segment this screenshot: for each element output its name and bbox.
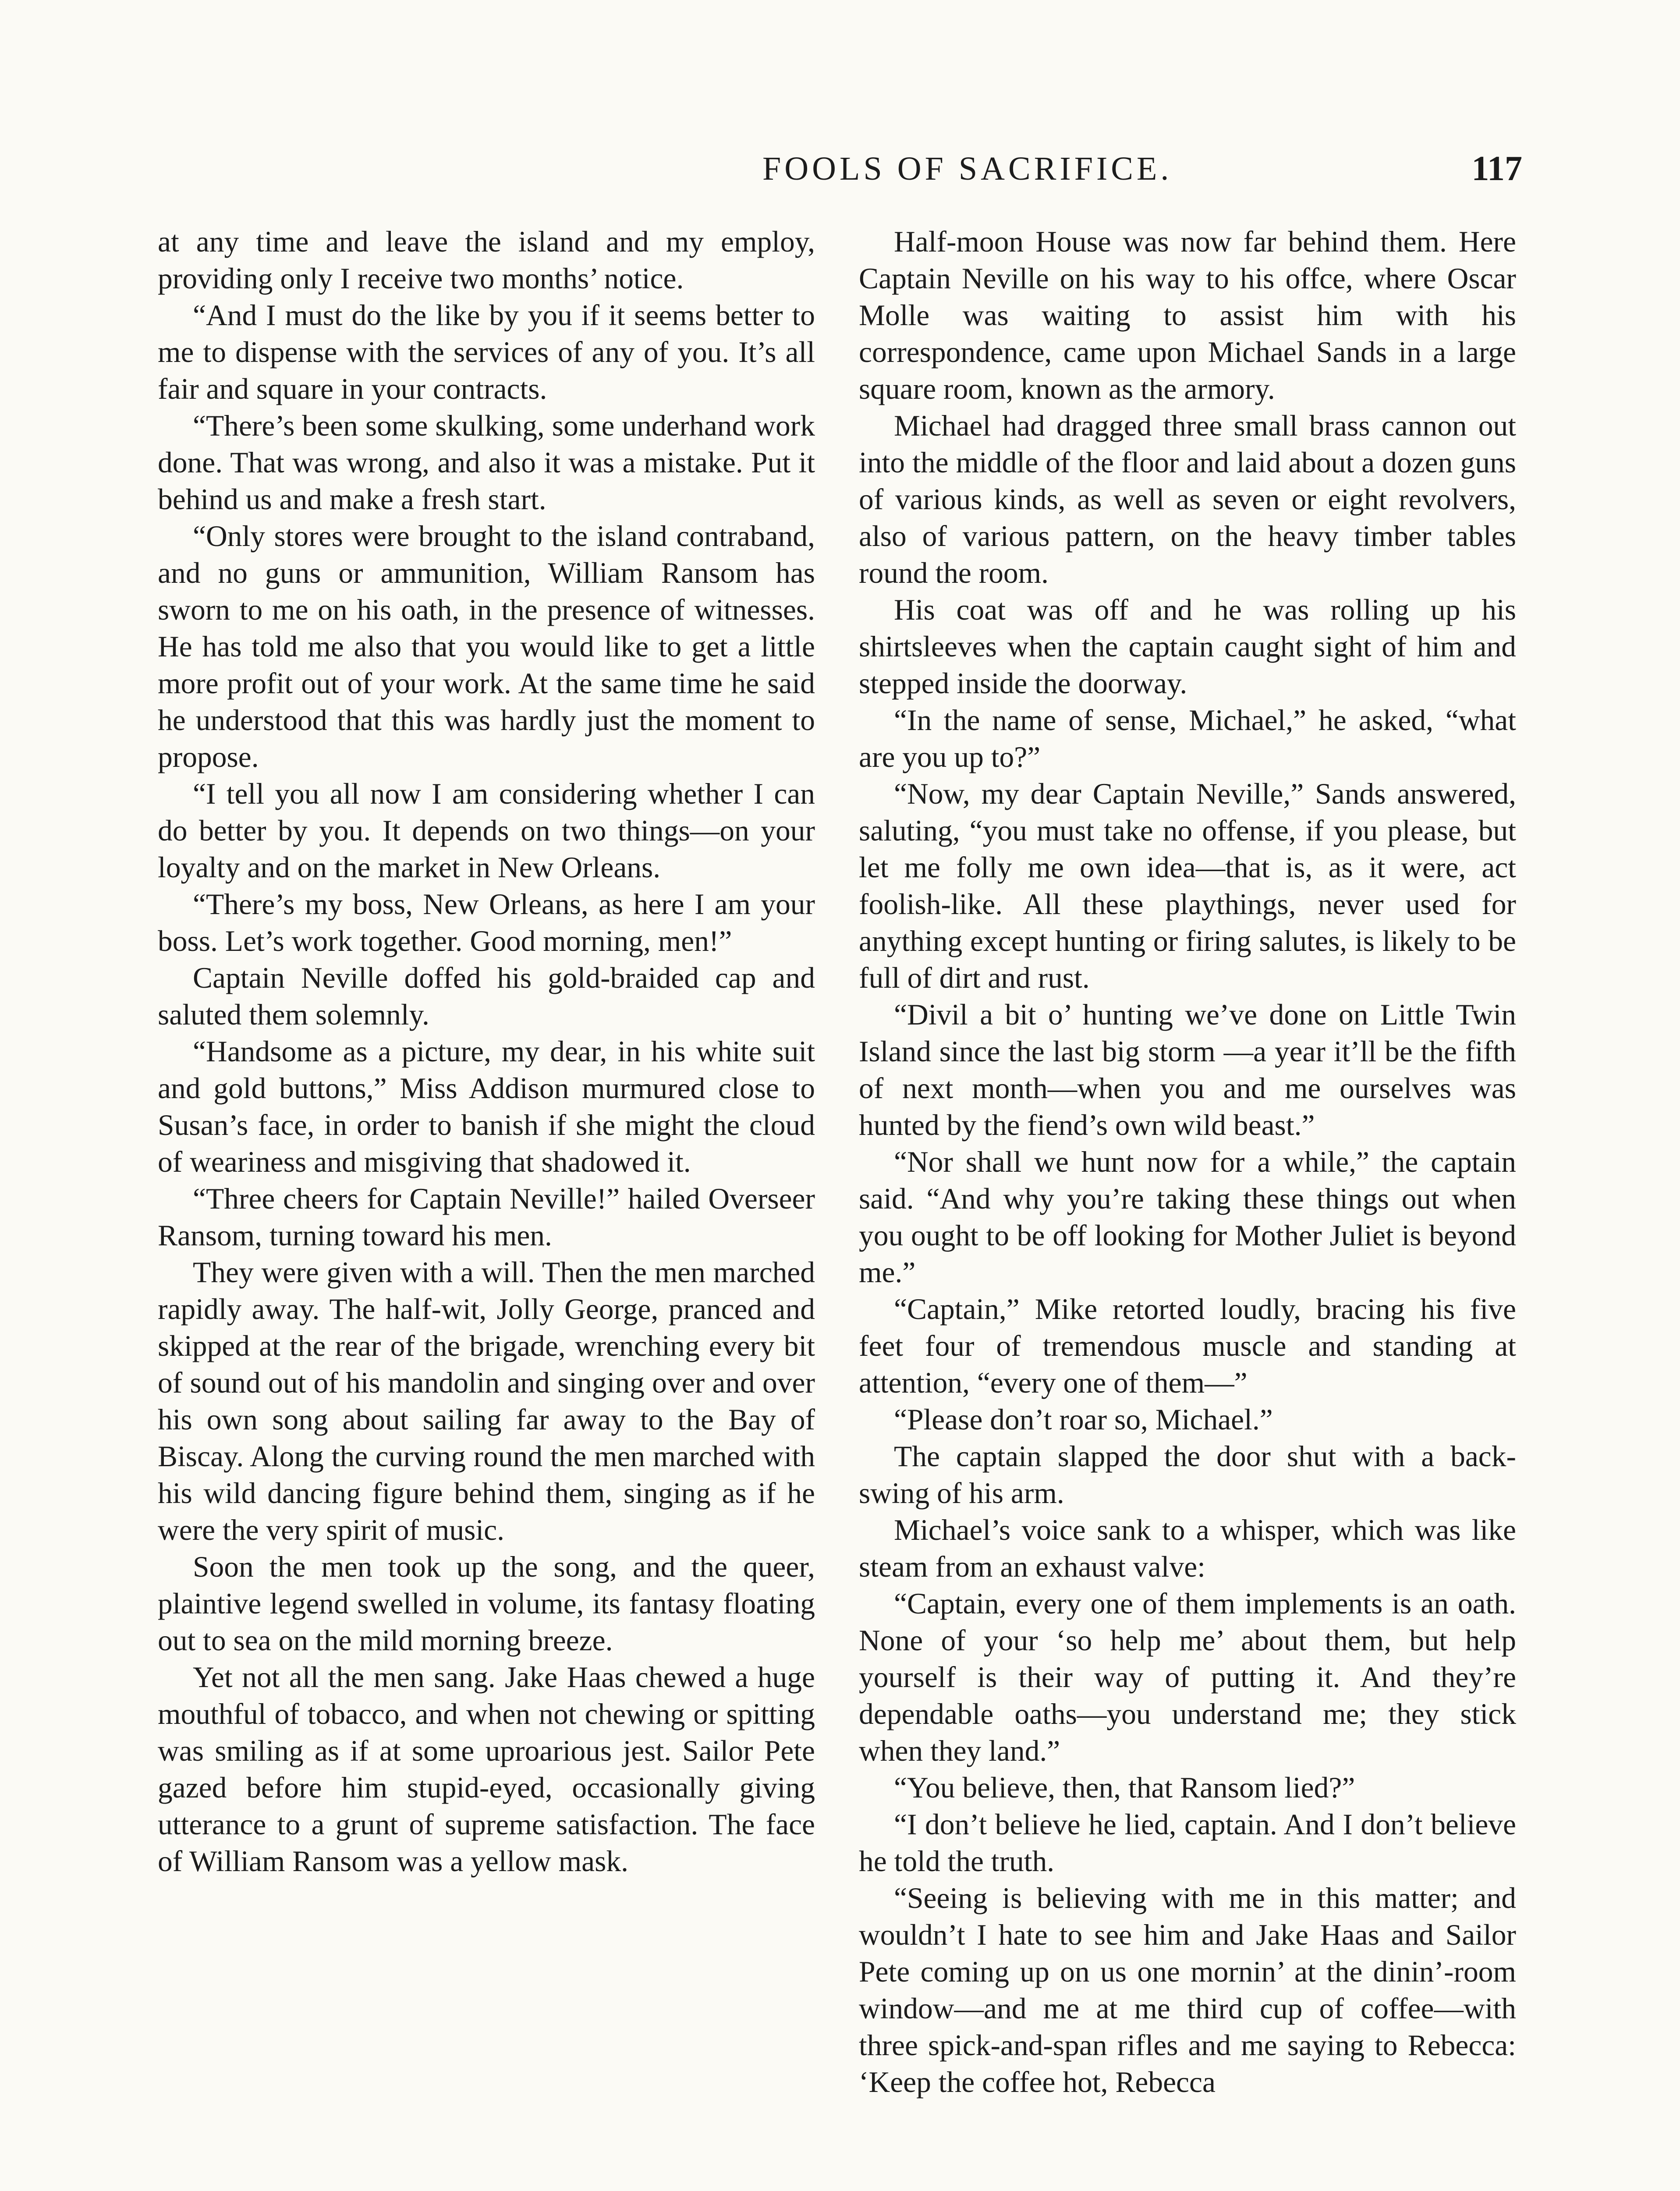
paragraph: Yet not all the men sang. Jake Haas chewed a huge mouthful of tobacco, and when not chewing or spitting was smiling as if at some uproarious jest. Sailor Pete gazed before him stupid-eyed, occasionally giving utterance to a grunt of supreme satisfaction. The face of William Ransom was a yellow mask. <box>158 1661 815 1878</box>
paragraph: “Three cheers for Captain Neville!” hailed Overseer Ransom, turning toward his men. <box>158 1182 815 1252</box>
paragraph: “Captain,” Mike retorted loudly, bracing his five feet four of tremendous muscle and standing at attention, “every one of them—” <box>859 1293 1516 1399</box>
paragraph: “Captain, every one of them implements is an oath. None of your ‘so help me’ about them, but help yourself is their way of putting it. And they’re dependable oaths—you understand me; they stick when they land.” <box>859 1587 1516 1767</box>
paragraph: Michael’s voice sank to a whisper, which was like steam from an exhaust valve: <box>859 1514 1516 1583</box>
paragraph: at any time and leave the island and my employ, providing only I receive two months’ notice. <box>158 225 815 295</box>
paragraph: “Nor shall we hunt now for a while,” the captain said. “And why you’re taking these things out when you ought to be off looking for Mother Juliet is beyond me.” <box>859 1145 1516 1289</box>
paragraph: “Now, my dear Captain Neville,” Sands answered, saluting, “you must take no offense, if you please, but let me folly me own idea—that is, as it were, act foolish-like. All these playthings, never used for anything except hunting or firing salutes, is likely to be full of dirt and rust. <box>859 777 1516 994</box>
paragraph: “I tell you all now I am considering whether I can do better by you. It depends on two things—on your loyalty and on the market in New Orleans. <box>158 777 815 884</box>
paragraph: They were given with a will. Then the men marched rapidly away. The half-wit, Jolly George, pranced and skipped at the rear of the brigade, wrenching every bit of sound out of his mandolin and singing over and over his own song about sailing far away to the Bay of Biscay. Along the curving round the men marched with his wild dancing figure behind them, singing as if he were the very spirit of music. <box>158 1256 815 1546</box>
page-number: 117 <box>1471 149 1522 188</box>
paragraph: “You believe, then, that Ransom lied?” <box>894 1771 1355 1804</box>
paragraph: “Only stores were brought to the island contraband, and no guns or ammunition, William Ransom has sworn to me on his oath, in the presence of witnesses. He has told me also that you would like to get a little more profit out of your work. At the same time he said he understood that this was hardly just the moment to propose. <box>158 520 815 773</box>
paragraph: Michael had dragged three small brass cannon out into the middle of the floor and laid about a dozen guns of various kinds, as well as seven or eight revolvers, also of various pattern, on the heavy timber tables round the room. <box>859 409 1516 589</box>
paragraph: “Please don’t roar so, Michael.” <box>894 1403 1273 1436</box>
paragraph: The captain slapped the door shut with a back-swing of his arm. <box>859 1440 1516 1510</box>
paragraph: Captain Neville doffed his gold-braided cap and saluted them solemnly. <box>158 961 815 1031</box>
page-header <box>158 145 1522 197</box>
paragraph: “I don’t believe he lied, captain. And I don’t believe he told the truth. <box>859 1808 1516 1878</box>
paragraph: Soon the men took up the song, and the queer, plaintive legend swelled in volume, its fantasy floating out to sea on the mild morning breeze. <box>158 1550 815 1657</box>
paragraph: “In the name of sense, Michael,” he asked, “what are you up to?” <box>859 704 1516 773</box>
right-column <box>859 223 1516 2101</box>
paragraph: Half-moon House was now far behind them. Here Captain Neville on his way to his offce, where Oscar Molle was waiting to assist him with his correspondence, came upon Michael Sands in a large square room, known as the armory. <box>859 225 1516 405</box>
running-title: FOOLS OF SACRIFICE. <box>762 150 1173 187</box>
paragraph: “Divil a bit o’ hunting we’ve done on Little Twin Island since the last big storm —a year it’ll be the fifth of next month—when you and me ourselves was hunted by the fiend’s own wild beast.” <box>859 998 1516 1142</box>
paragraph: “There’s been some skulking, some underhand work done. That was wrong, and also it was a mistake. Put it behind us and make a fresh start. <box>158 409 815 516</box>
paragraph: “There’s my boss, New Orleans, as here I am your boss. Let’s work together. Good morning, men!” <box>158 888 815 957</box>
paragraph: “Seeing is believing with me in this matter; and wouldn’t I hate to see him and Jake Haas and Sailor Pete coming up on us one mornin’ at the dinin’-room window—and me at me third cup of coffee—with three spick-and-span rifles and me saying to Rebecca: ‘Keep the coffee hot, Rebecca <box>859 1882 1516 2099</box>
paragraph: His coat was off and he was rolling up his shirtsleeves when the captain caught sight of him and stepped inside the doorway. <box>859 593 1516 700</box>
left-column <box>158 223 815 1880</box>
paragraph: “And I must do the like by you if it seems better to me to dispense with the services of any of you. It’s all fair and square in your contracts. <box>158 299 815 405</box>
paragraph: “Handsome as a picture, my dear, in his white suit and gold buttons,” Miss Addison murmured close to Susan’s face, in order to banish if she might the cloud of weariness and misgiving that shadowed it. <box>158 1035 815 1178</box>
